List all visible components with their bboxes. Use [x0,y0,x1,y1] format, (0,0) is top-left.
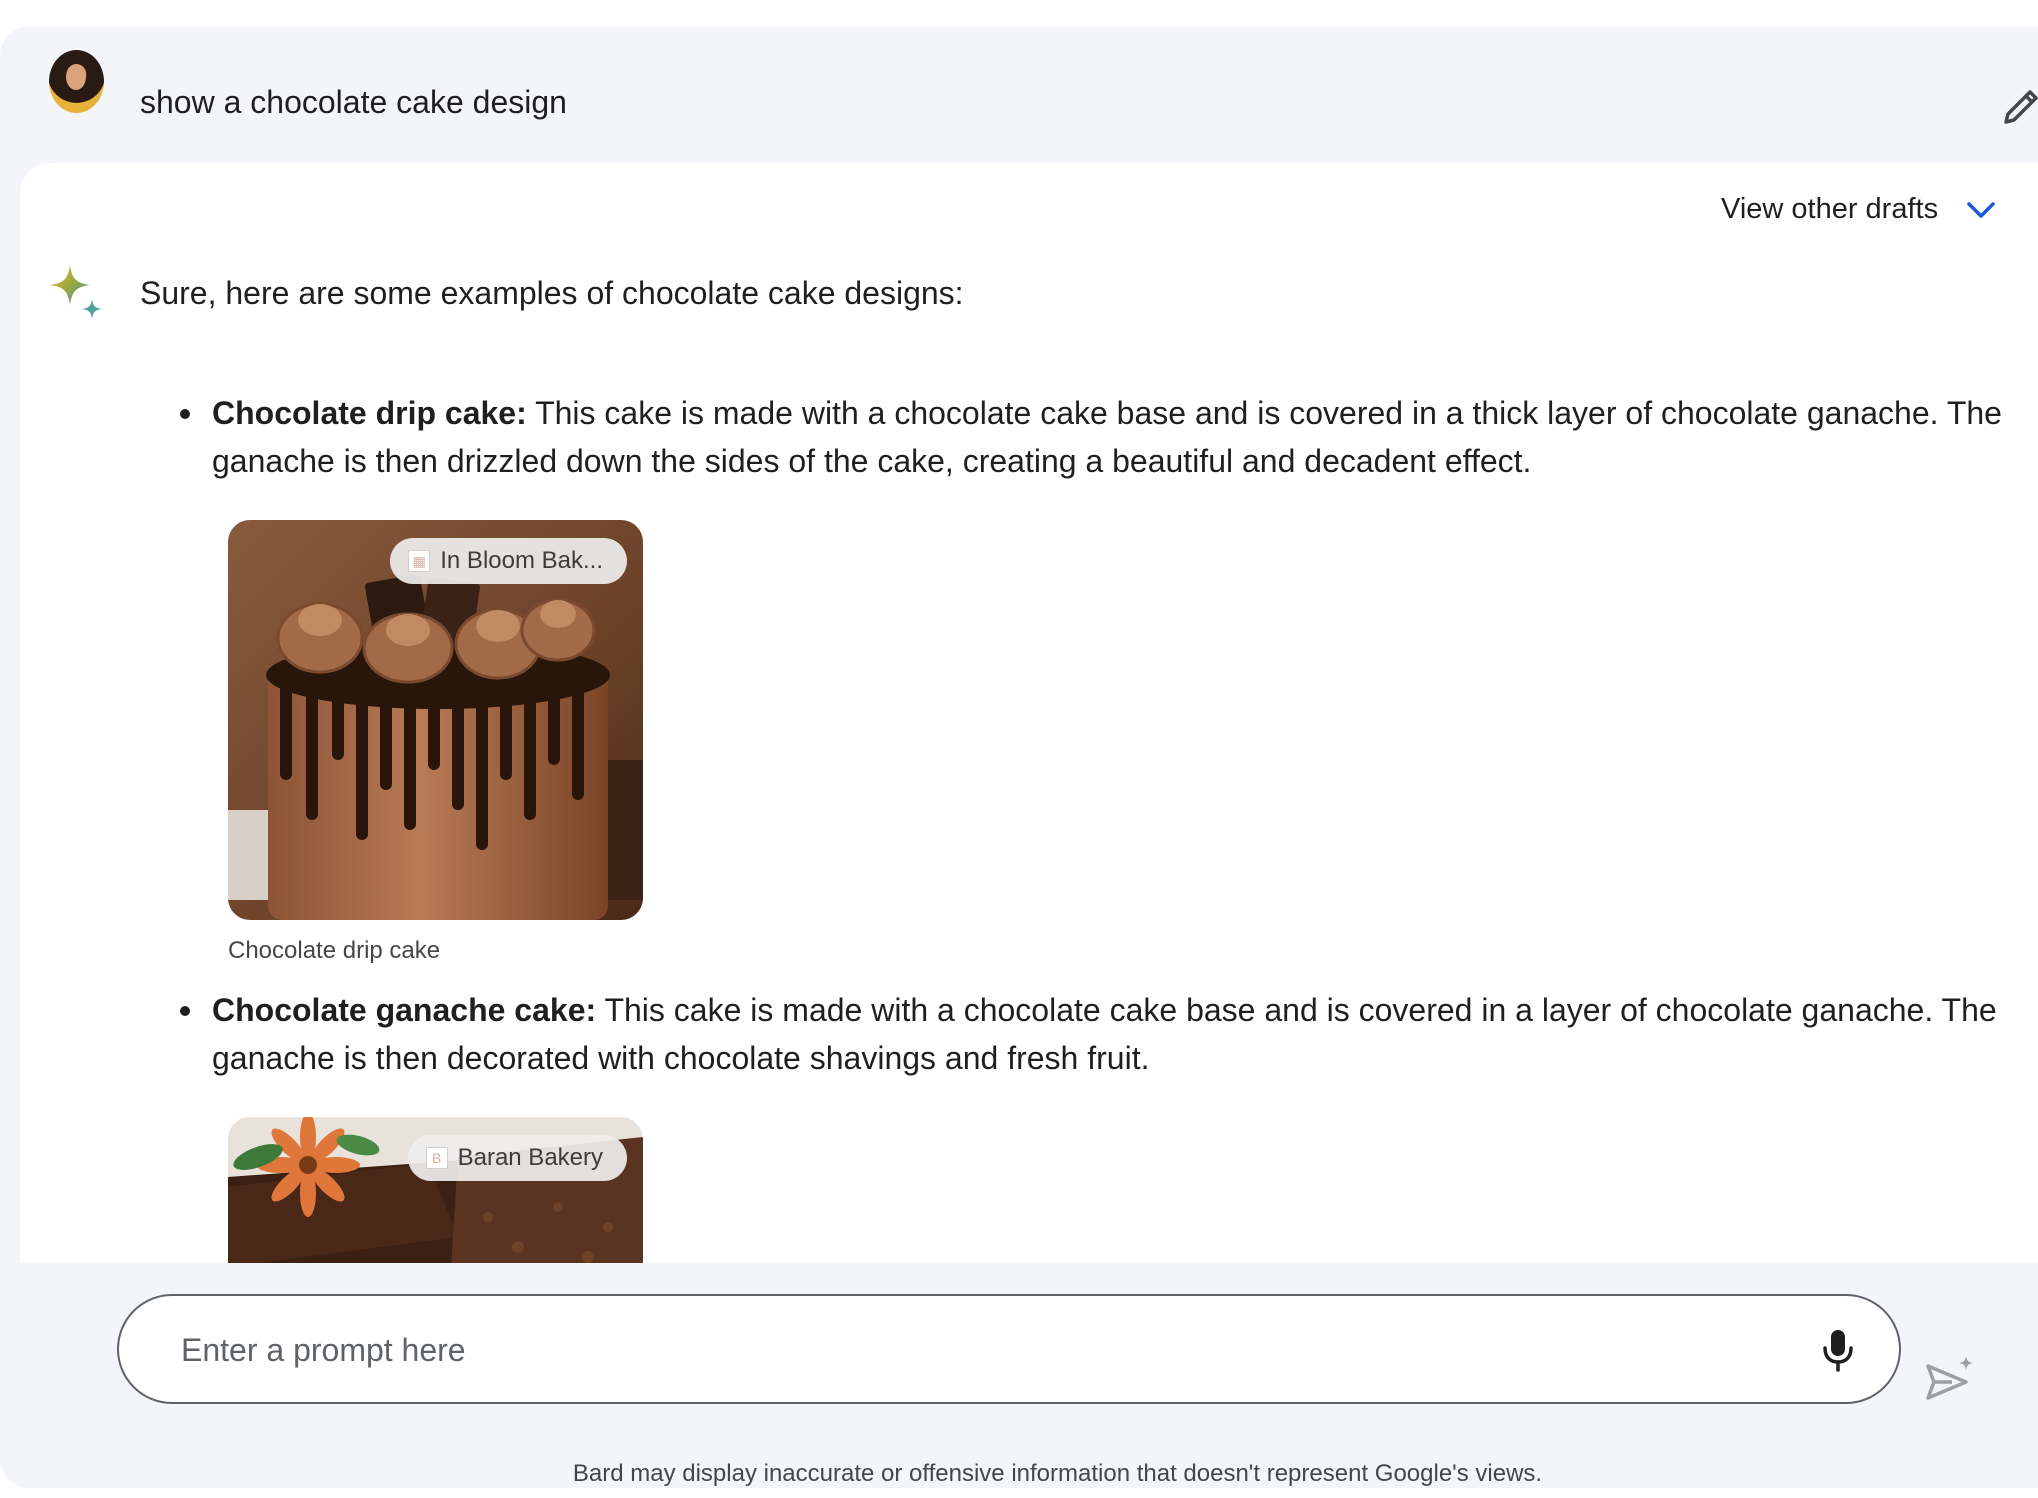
image-source-chip[interactable] [390,538,627,584]
list-item-description: This cake is made with a chocolate cake base and is covered in a thick layer of chocolate ganache. The ganache is then drizzled down the sides of the cake, creating a beautiful and decadent effect. [212,395,2002,479]
list-item-title: Chocolate ganache cake: [212,992,597,1028]
cake-image-drip[interactable] [228,520,643,920]
image-source-label: Baran Bakery [457,1144,603,1171]
chevron-down-icon [1966,199,1996,221]
view-other-drafts-button[interactable] [1721,193,1996,226]
response-intro: Sure, here are some examples of chocolate cake designs: [140,275,964,311]
user-prompt-row [0,26,2038,163]
source-favicon-icon: ▦ [408,550,430,572]
response-card [20,163,2038,1263]
list-item-title: Chocolate drip cake: [212,395,527,431]
cake-image-ganache[interactable] [228,1117,643,1263]
view-other-drafts-label: View other drafts [1721,193,1939,225]
pencil-icon[interactable] [2000,84,2038,128]
bard-sparkle-icon [48,263,106,323]
prompt-input-container [117,1294,1901,1404]
list-item [212,986,2038,1082]
list-item-description: This cake is made with a chocolate cake base and is covered in a layer of chocolate ganache. The ganache is then decorated with chocolate shavings and fresh fruit. [212,992,1997,1076]
image-caption: Chocolate drip cake [228,937,441,964]
image-source-chip[interactable] [408,1135,627,1181]
source-favicon-icon: B [426,1147,448,1169]
user-prompt-text: show a chocolate cake design [140,84,567,120]
list-item [212,389,2038,485]
microphone-icon[interactable] [1819,1326,1857,1374]
user-avatar[interactable] [49,50,104,113]
disclaimer-text: Bard may display inaccurate or offensive information that doesn't represent Google's views. [572,1460,1543,1487]
image-source-label: In Bloom Bak... [440,547,603,574]
send-icon[interactable] [1924,1354,1974,1404]
prompt-input[interactable] [179,1296,1743,1404]
bard-chat-frame [0,26,2038,1488]
